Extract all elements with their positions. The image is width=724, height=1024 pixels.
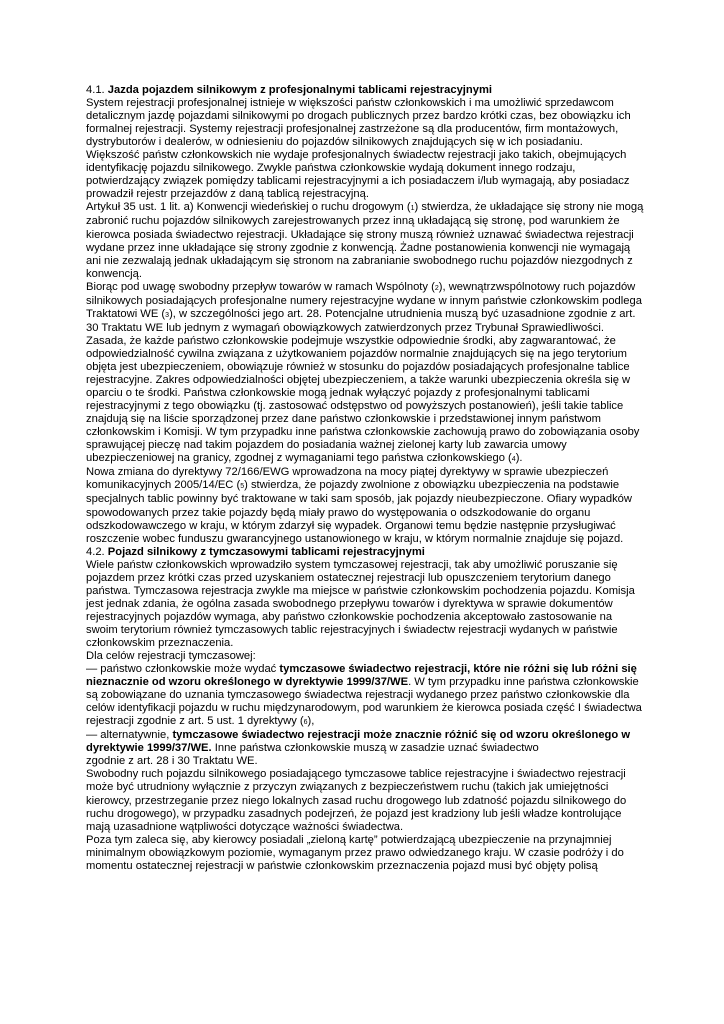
section-title: Pojazd silnikowy z tymczasowymi tablicami rejestracyjnymi xyxy=(107,545,425,558)
paragraph: System rejestracji profesjonalnej istnieje w większości państw członkowskich i ma umożliwić sprzedawcom detalicznym jazdę pojazdami silnikowymi po drogach publicznych przez bardzo krótki czas, bez obowiązku ich formalnej rejestracji. Systemy rejestracji profesjonalnej zastrzeżone są dla producentów, firm montażowych, dystrybutorów i dealerów, w odniesieniu do pojazdów silnikowych znajdujących się w ich posiadaniu. xyxy=(86,97,631,149)
text-run: — alternatywnie, xyxy=(86,729,173,742)
text-run: ) stwierdza, że układające się strony nie mogą zabronić ruchu pojazdów silnikowych zarejestrowanych przez inną układającą się stronę, pod warunkiem że kierowca posiada świadectwo rejestracji. Układające się strony muszą również uznawać świadectwa rejestracji wydane przez inne układające się strony zgodnie z konwencją. Żadne postanowienia konwencji nie wymagają ani nie zezwalają jednak układającym się stronom na zabranianie swobodnego ruchu pojazdów niezgodnych z konwencją. xyxy=(86,201,644,280)
paragraph xyxy=(86,281,646,335)
paragraph xyxy=(86,201,646,280)
paragraph: zgodnie z art. 28 i 30 Traktatu WE. xyxy=(86,755,258,768)
list-item xyxy=(86,729,646,755)
paragraph xyxy=(86,466,646,545)
text-run: ), xyxy=(307,715,315,728)
text-run: ), w szczególności jego art. 28. Potencjalne utrudnienia muszą być uzasadnione zgodnie z art. 30 Traktatu WE lub jednym z wymagań obowiązkowych zatwierdzonych przez Trybunał Sprawiedliwości. xyxy=(86,307,636,334)
section-number: 4.2. xyxy=(86,545,105,558)
text-run: Nowa zmiana do dyrektywy 72/166/EWG wprowadzona na mocy piątej dyrektywy w sprawie ubezpieczeń komunikacyjnych 2005/14/EC ( xyxy=(86,466,609,492)
footnote-ref[interactable]: 4 xyxy=(511,456,516,464)
paragraph xyxy=(86,335,646,466)
paragraph: Swobodny ruch pojazdu silnikowego posiadającego tymczasowe tablice rejestracyjne i świadectwo rejestracji może być utrudniony wyłącznie z przyczyn związanych z bezpieczeństwem ruchu (takich jak umiejętności kierowcy, przestrzeganie przez niego lokalnych zasad ruchu drogowego lub zdatność pojazdu silnikowego do ruchu drogowego), w przypadku zasadnych podejrzeń, że pojazd jest kradziony lub jeśli władze kontrolujące mają uzasadnione wątpliwości dotyczące ważności świadectwa. xyxy=(86,768,627,833)
section-number: 4.1. xyxy=(86,84,105,96)
text-run: ). xyxy=(515,452,523,465)
footnote-ref[interactable]: 3 xyxy=(165,311,170,319)
document-page xyxy=(86,84,646,873)
text-run: ) stwierdza, że pojazdy zwolnione z obowiązku ubezpieczenia na podstawie specjalnych tablic powinny być traktowane w taki sam sposób, jak pojazdy nieubezpieczone. Ofiary wypadków spowodowanych przez takie pojazdy będą miały prawo do występowania o odszkodowanie do organu odszkodowawczego w kraju, w którym zdarzył się wypadek. Organowi temu będzie następnie przysługiwać roszczenie wobec funduszu gwarancyjnego ustanowionego w kraju, w którym normalnie znajduje się pojazd. xyxy=(86,479,632,545)
list-item xyxy=(86,663,646,729)
text-run: Zasada, że każde państwo członkowskie podejmuje wszystkie odpowiednie środki, aby zagwarantować, że odpowiedzialność cywilna związana z użytkowaniem pojazdów normalnie znajdujących się na jego terytorium objęta jest ubezpieczeniem, obowiązuje również w stosunku do pojazdów posiadających profesjonalne tablice rejestracyjne. Zakres odpowiedzialności objętej ubezpieczeniem, a także warunki ubezpieczenia określa się w oparciu o te środki. Państwa członkowskie mogą jednak wyłączyć pojazdy z profesjonalnymi tablicami rejestracyjnymi z tego obowiązku (tj. zastosować odstępstwo od powyższych postanowień), jeśli takie tablice znajdują się na liście sporządzonej przez dane państwo członkowskie i przedstawionej innym państwom członkowskim i Komisji. W tym przypadku inne państwa członkowskie zachowują prawo do zobowiązania osoby sprawującej pieczę nad takim pojazdem do posiadania ważnej zielonej karty lub zawarcia umowy ubezpieczeniowej na granicy, zgodnej z wymaganiami tego państwa członkowskiego ( xyxy=(86,334,640,465)
text-run: Inne państwa członkowskie muszą w zasadzie uznać świadectwo xyxy=(211,742,539,755)
bold-text: tymczasowe świadectwo rejestracji, które nie różni się lub różni się nieznacznie od wzoru określonego w dyrektywie 1999/37/WE xyxy=(86,663,637,689)
footnote-ref[interactable]: 5 xyxy=(240,483,245,491)
text-run: Artykuł 35 ust. 1 lit. a) Konwencji wiedeńskiej o ruchu drogowym ( xyxy=(86,201,411,214)
text-run: ), wewnątrzwspólnotowy ruch pojazdów silnikowych posiadających profesjonalne numery rejestracyjne wydane w innym państwie członkowskim podlega Traktatowi WE ( xyxy=(86,280,642,320)
text-run: . W tym przypadku inne państwa członkowskie są zobowiązane do uznania tymczasowego świadectwa rejestracji wydanego przez państwo członkowskie dla celów identyfikacji pojazdu w ruchu międzynarodowym, pod warunkiem że kierowca posiada część I świadectwa rejestracji zgodnie z art. 5 ust. 1 dyrektywy ( xyxy=(86,676,642,728)
paragraph: Większość państw członkowskich nie wydaje profesjonalnych świadectw rejestracji jako takich, obejmujących identyfikację pojazdu silnikowego. Zwykle państwa członkowskie wydają dokument innego rodzaju, potwierdzający związek pomiędzy tablicami rejestracyjnymi a ich posiadaczem i/lub wymagają, aby posiadacz prowadził rejestr przejazdów z daną tablicą rejestracyjną. xyxy=(86,149,630,201)
bold-text: tymczasowe świadectwo rejestracji może znacznie różnić się od wzoru określonego w dyrektywie 1999/37/WE. xyxy=(86,729,631,755)
section-heading-4-2 xyxy=(86,546,646,559)
paragraph: Dla celów rejestracji tymczasowej: xyxy=(86,650,256,663)
text-run: — państwo członkowskie może wydać xyxy=(86,663,280,676)
section-title: Jazda pojazdem silnikowym z profesjonalnymi tablicami rejestracyjnymi xyxy=(107,84,493,96)
text-run: Biorąc pod uwagę swobodny przepływ towarów w ramach Wspólnoty ( xyxy=(86,280,435,293)
footnote-ref[interactable]: 2 xyxy=(434,284,439,292)
footnote-ref[interactable]: 1 xyxy=(410,205,415,213)
footnote-ref[interactable]: 6 xyxy=(303,719,308,727)
paragraph: Wiele państw członkowskich wprowadziło system tymczasowej rejestracji, tak aby umożliwić poruszanie się pojazdem przez krótki czas przed uzyskaniem ostatecznej rejestracji lub opuszczeniem terytorium danego państwa. Tymczasowa rejestracja zwykle ma miejsce w państwie członkowskim pochodzenia pojazdu. Komisja jest jednak zdania, że ogólna zasada swobodnego przepływu towarów i dyrektywa w sprawie dokumentów rejestracyjnych pojazdów wymaga, aby państwo członkowskie pochodzenia akceptowało zastosowanie na swoim terytorium również tymczasowych tablic rejestracyjnych i świadectw rejestracji wydanych w państwie członkowskim przeznaczenia. xyxy=(86,558,635,649)
paragraph: Poza tym zaleca się, aby kierowcy posiadali „zieloną kartę” potwierdzającą ubezpieczenie na przynajmniej minimalnym obowiązkowym poziomie, wymaganym przez prawo odwiedzanego kraju. W czasie podróży i do momentu ostatecznej rejestracji w państwie członkowskim przeznaczenia pojazd musi być objęty polisą xyxy=(86,833,624,872)
section-heading-4-1 xyxy=(86,84,646,97)
